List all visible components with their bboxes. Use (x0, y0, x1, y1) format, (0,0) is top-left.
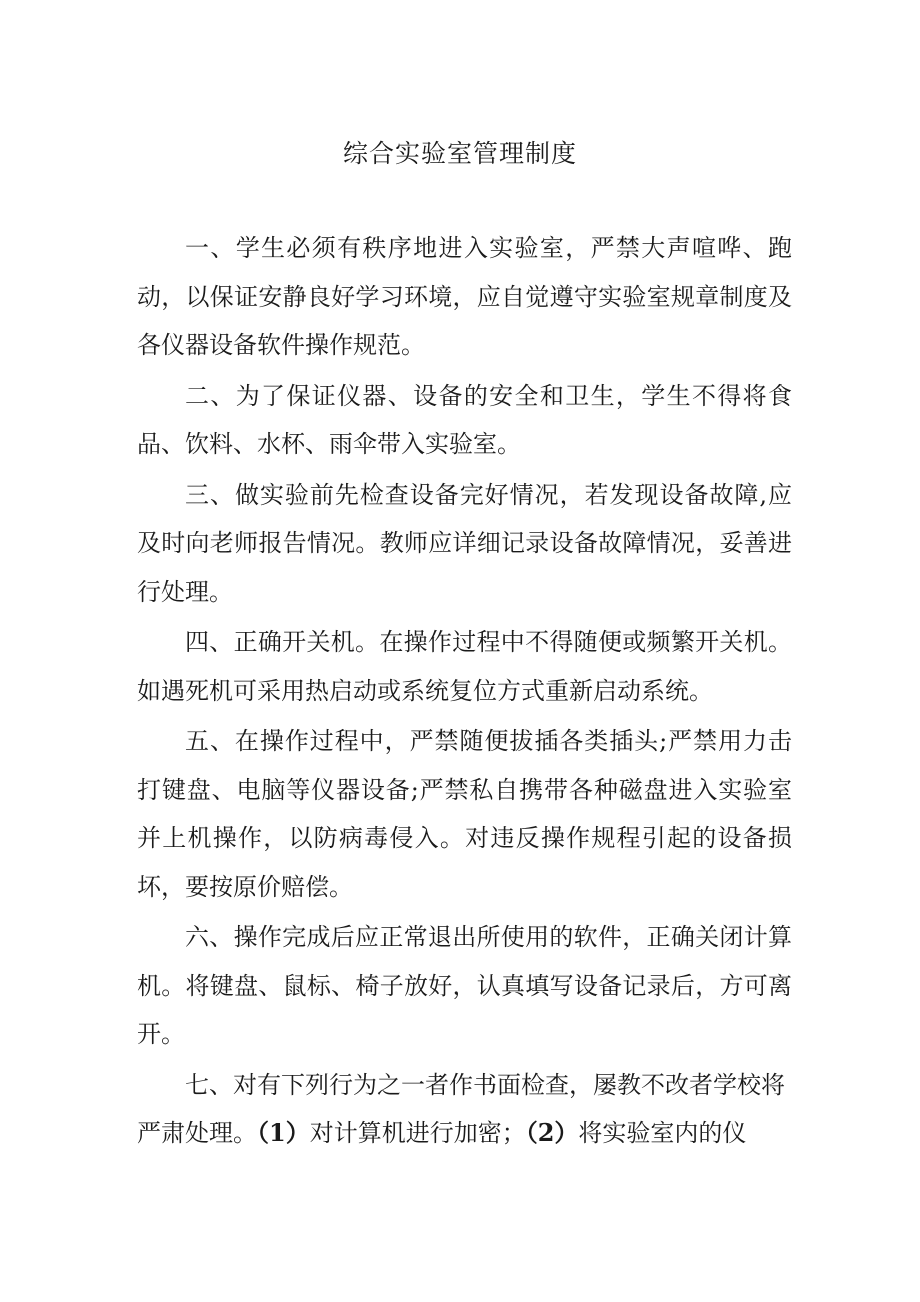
rule-paragraph-2: 二、为了保证仪器、设备的安全和卫生，学生不得将食品、饮料、水杯、雨伞带入实验室。 (137, 381, 792, 458)
document-body (137, 224, 792, 1158)
item-2-text: 将实验室内的仪 (578, 1119, 747, 1147)
item-1-text: 对计算机进行加密； (309, 1119, 526, 1147)
rule-paragraph-1: 一、学生必须有秩序地进入实验室，严禁大声喧哗、跑动，以保证安静良好学习环境，应自觉遵守实验室规章制度及各仪器设备软件操作规范。 (137, 234, 792, 359)
rule-paragraph-5: 五、在操作过程中，严禁随便拔插各类插头;严禁用力击打键盘、电脑等仪器设备;严禁私自携带各种磁盘进入实验室并上机操作，以防病毒侵入。对违反操作规程引起的设备损坏，要按原价赔偿。 (137, 727, 792, 901)
rule-7-intro: 七、对有下列行为之一者作书面检查，屡教不改者学校将严肃处理。 (137, 1070, 785, 1147)
document-title: 综合实验室管理制度 (342, 139, 577, 168)
item-1-number: （1） (257, 1118, 310, 1147)
item-2-number: （2） (525, 1118, 579, 1147)
rule-paragraph-4: 四、正确开关机。在操作过程中不得随便或频繁开关机。如遇死机可采用热启动或系统复位方式重新启动系统。 (137, 628, 792, 705)
rule-paragraph-7 (137, 1061, 792, 1158)
rule-paragraph-3: 三、做实验前先检查设备完好情况，若发现设备故障,应及时向老师报告情况。教师应详细记录设备故障情况，妥善进行处理。 (137, 480, 792, 606)
rule-paragraph-6: 六、操作完成后应正常退出所使用的软件，正确关闭计算机。将键盘、鼠标、椅子放好，认真填写设备记录后，方可离开。 (137, 923, 792, 1048)
